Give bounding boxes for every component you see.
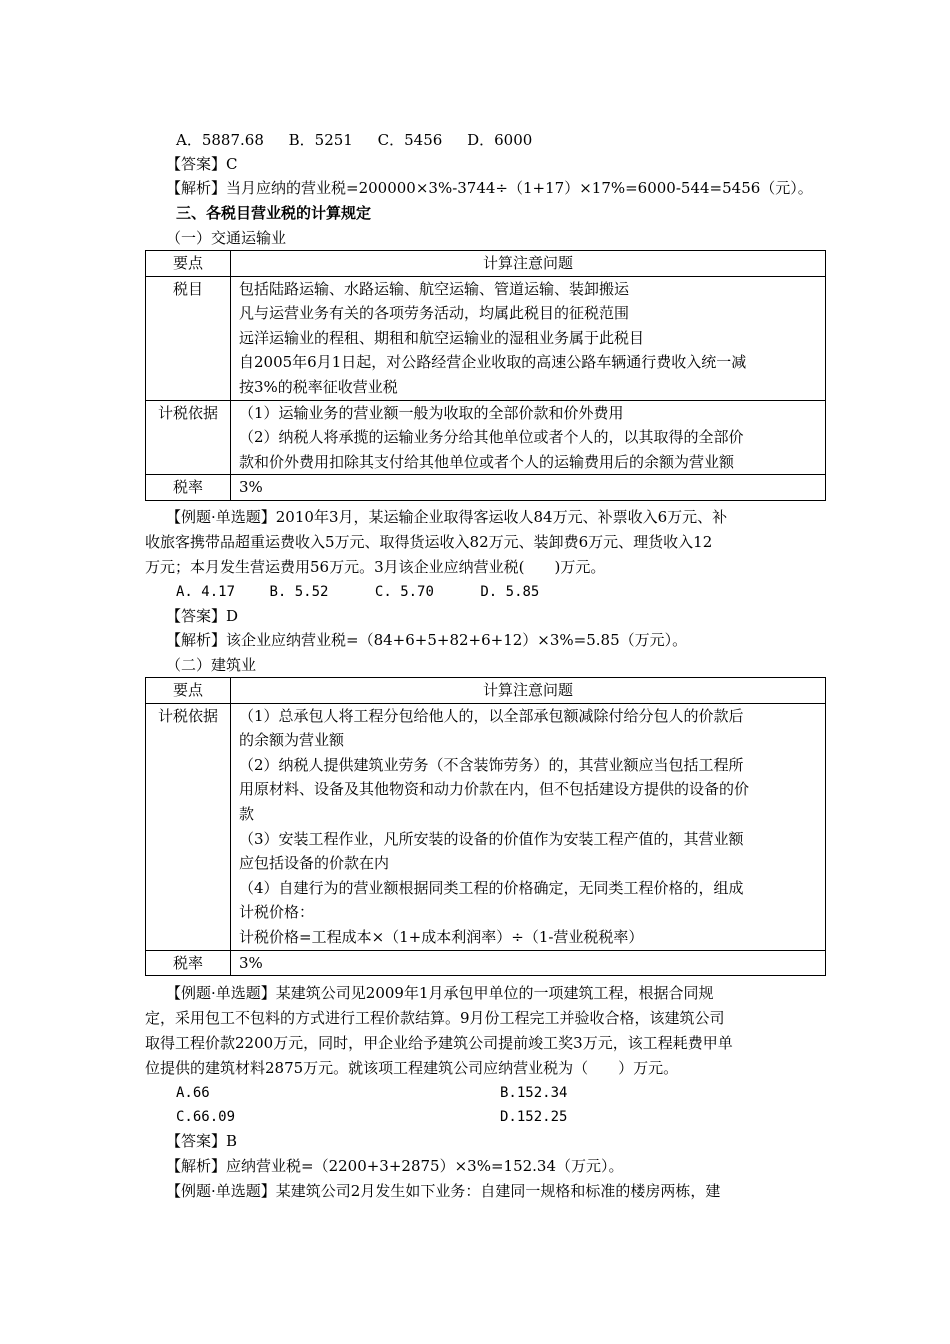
cell-line: （2）纳税人提供建筑业劳务（不含装饰劳务）的，其营业额应当包括工程所 — [239, 755, 744, 774]
q3-stem-line: 取得工程价款2200万元，同时，甲企业给予建筑公司提前竣工奖3万元，该工程耗费甲单 — [145, 1034, 733, 1052]
row-key: 计税依据 — [146, 703, 231, 950]
q3-option-a: A.66 — [176, 1085, 210, 1101]
q2-stem-line: 收旅客携带品超重运费收入5万元、取得货运收入82万元、装卸费6万元、理货收入12 — [145, 533, 713, 551]
cell-line: 3% — [239, 953, 263, 972]
table-header-row — [146, 678, 826, 704]
table-header-row — [146, 251, 826, 277]
q2-stem-line: 万元；本月发生营运费用56万元。3月该企业应纳营业税( )万元。 — [145, 558, 606, 576]
cell-line: 用原材料、设备及其他物资和动力价款在内，但不包括建设方提供的设备的价 — [239, 780, 750, 799]
col-header-value: 计算注意问题 — [231, 678, 826, 704]
transport-table — [145, 250, 826, 501]
cell-line: （1）总承包人将工程分包给他人的，以全部承包额减除付给分包人的价款后 — [239, 706, 744, 725]
cell-line: 按3%的税率征收营业税 — [239, 377, 398, 396]
q3-stem-line: 定，采用包工不包料的方式进行工程价款结算。9月份工程完工并验收合格，该建筑公司 — [145, 1009, 725, 1027]
q2-option-c: C. 5.70 — [374, 584, 434, 600]
q2-option-b: B. 5.52 — [269, 584, 329, 600]
row-value — [231, 400, 826, 475]
cell-line: （3）安装工程作业，凡所安装的设备的价值作为安装工程产值的，其营业额 — [239, 829, 744, 848]
cell-line: 3% — [239, 478, 263, 497]
sub2-title: （二）建筑业 — [166, 656, 257, 674]
q1-options — [176, 128, 532, 152]
cell-line: （4）自建行为的营业额根据同类工程的价格确定，无同类工程价格的，组成 — [239, 878, 744, 897]
col-header-value: 计算注意问题 — [231, 251, 826, 277]
cell-line: （1）运输业务的营业额一般为收取的全部价款和价外费用 — [239, 403, 624, 422]
q2-stem-line: 【例题·单选题】2010年3月，某运输企业取得客运收人84万元、补票收入6万元、补 — [166, 508, 728, 526]
q3-option-c: C.66.09 — [176, 1109, 236, 1125]
cell-line: 应包括设备的价款在内 — [239, 854, 390, 873]
row-key: 税目 — [146, 276, 231, 400]
construction-table — [145, 677, 826, 976]
cell-line: 的余额为营业额 — [239, 731, 345, 750]
row-value — [231, 950, 826, 976]
col-header-key: 要点 — [146, 251, 231, 277]
q1-option-b: B．5251 — [288, 131, 353, 149]
q2-option-a: A. 4.17 — [176, 584, 236, 600]
row-value — [231, 276, 826, 400]
cell-line: 计税价格： — [239, 903, 315, 922]
table-row — [146, 475, 826, 501]
cell-line: 款 — [239, 804, 255, 823]
q3-answer: 【答案】B — [166, 1132, 238, 1150]
q2-answer: 【答案】D — [166, 607, 239, 625]
q3-stem-line: 【例题·单选题】某建筑公司见2009年1月承包甲单位的一项建筑工程，根据合同规 — [166, 984, 714, 1002]
row-value — [231, 475, 826, 501]
table-row — [146, 950, 826, 976]
row-key: 计税依据 — [146, 400, 231, 475]
row-value — [231, 703, 826, 950]
q3-option-b: B.152.34 — [500, 1085, 568, 1101]
cell-line: （2）纳税人将承揽的运输业务分给其他单位或者个人的，以其取得的全部价 — [239, 428, 744, 447]
q1-analysis: 【解析】当月应纳的营业税=200000×3%-3744÷（1+17）×17%=6000-544=5456（元）。 — [166, 179, 813, 197]
cell-line: 计税价格=工程成本×（1+成本利润率）÷（1-营业税税率） — [239, 927, 644, 946]
q1-option-a: A．5887.68 — [176, 131, 264, 149]
section-title: 三、各税目营业税的计算规定 — [176, 204, 372, 222]
q3-option-d: D.152.25 — [500, 1109, 568, 1125]
q2-analysis: 【解析】该企业应纳营业税=（84+6+5+82+6+12）×3%=5.85（万元）。 — [166, 631, 688, 649]
q4-stem-line: 【例题·单选题】某建筑公司2月发生如下业务：自建同一规格和标准的楼房两栋，建 — [166, 1182, 721, 1200]
cell-line: 凡与运营业务有关的各项劳务活动，均属此税目的征税范围 — [239, 304, 630, 323]
col-header-key: 要点 — [146, 678, 231, 704]
cell-line: 自2005年6月1日起，对公路经营企业收取的高速公路车辆通行费收入统一减 — [239, 353, 747, 372]
q3-analysis: 【解析】应纳营业税=（2200+3+2875）×3%=152.34（万元）。 — [166, 1157, 624, 1175]
cell-line: 包括陆路运输、水路运输、航空运输、管道运输、装卸搬运 — [239, 279, 630, 298]
q1-answer: 【答案】C — [166, 155, 238, 173]
table-row — [146, 400, 826, 475]
q3-stem-line: 位提供的建筑材料2875万元。就该项工程建筑公司应纳营业税为（ ）万元。 — [145, 1059, 679, 1077]
sub1-title: （一）交通运输业 — [166, 229, 287, 247]
q1-option-c: C．5456 — [377, 131, 443, 149]
table-row — [146, 703, 826, 950]
cell-line: 款和价外费用扣除其支付给其他单位或者个人的运输费用后的余额为营业额 — [239, 452, 735, 471]
q2-options — [176, 580, 539, 604]
cell-line: 远洋运输业的程租、期租和航空运输业的湿租业务属于此税目 — [239, 328, 645, 347]
q2-option-d: D. 5.85 — [480, 584, 540, 600]
table-row — [146, 276, 826, 400]
row-key: 税率 — [146, 950, 231, 976]
row-key: 税率 — [146, 475, 231, 501]
q1-option-d: D．6000 — [467, 131, 533, 149]
